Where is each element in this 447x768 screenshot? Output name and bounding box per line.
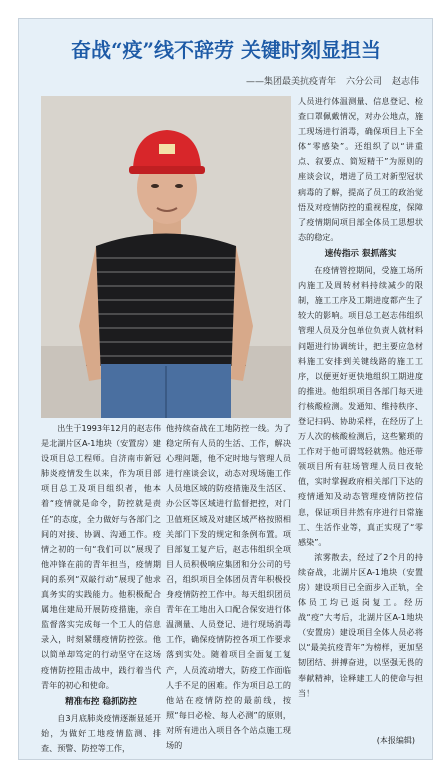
- paragraph: 在疫情管控期间，受施工场所内施工及周转材料持续减少的限制，施工工序及工期进度都产生了较大的影响。项目总工赵志伟组织管理人员及分包单位负责人就材料问题进行协调统计，把主要应急材料施工安排到关键线路的施工工序，以便更好更快地组织工期进度的推进。他组织项目各部门每天进行核酸检测。发通知、维持秩序、登记扫码、协助采样，在经历了上万人次的核酸检测后，这些繁琐的工作对于他可谓驾轻就熟。他还带领项目所有驻场管理人员日夜轮值，实时掌握政府相关部门下达的疫情通知及动态管理疫情防控信息，保证项目井然有序进行日常施工、生活作业等，真正实现了“零感染”。: [298, 265, 423, 547]
- paragraph: 人员进行体温测量、信息登记、检查口罩佩戴情况，对办公地点，施工现场进行消毒，确保项目上下全体“零感染”。还组织了以“讲重点、叙要点、简短精干”为原则的座谈会议，增进了员工对新型冠状病毒的了解，提高了员工的政治觉悟及对疫情防控的重视程度，保障了疫情期间项目部全体员工思想状态的稳定。: [298, 96, 423, 242]
- paragraph: 他持续奋战在工地防控一线。为了稳定所有人员的生活、工作，解决心理问题，他不定时地与管理人员进行座谈会议，动态对现场施工作人员地区域的防疫措施及生活区、办公区等区域进行监督把控，对门卫值班区域及对建区域严格按照相关部门下发的规定和条例布置。项目部复工复产后，赵志伟组织全项目人员积极响应集团和分公司的号召，组织项目全体团员青年积极投身疫情防控工作中。每天组织团员青年在工地出入口配合保安进行体温测量、人员登记、进行现场消毒工作，确保疫情防控各项工作要求落到实处。随着项目全面复工复产，人员流动增大，防疫工作面临人手不足的困难。作为项目总工的他站在疫情防控的最前线，按照“每日必检、每人必测”的原则，对所有进出入项目各个站点施工现场的: [166, 423, 291, 750]
- portrait-illustration: [41, 96, 291, 418]
- column-3: [298, 94, 423, 701]
- paragraph: 出生于1993年12月的赵志伟是北湖片区A-1地块（安置房）建设项目总工程师。自济南市新冠肺炎疫情发生以来，作为项目部项目总工及项目组织者，他本着“疫情就是命令，防控就是责任”的态度，全力做好与各部门之间的对接、协调、沟通工作。疫情之初的一句“我们可以”展现了他冲锋在前的青年担当，疫情期间的系列“双敲行动”展现了他求真务实的实践能力。他积极配合属地住建局开展防疫措施，亲自监督落实完成每一个工人的信息录入，时刻紧绷疫情防控弦。他以简单却笃定的行动坚守在这场疫情防控阻击战中，践行着当代青年的初心和使命。: [41, 423, 161, 690]
- paragraph: 自3月底肺炎疫情逐渐显延开始，为做好工地疫情监测、排查、预警、防控等工作，: [41, 712, 161, 753]
- byline-prefix: ——集团最美抗疫青年: [245, 77, 336, 87]
- byline: [236, 74, 419, 87]
- byline-company: 六分公司: [345, 77, 382, 87]
- section-heading: 速传指示 狠抓落实: [324, 248, 397, 259]
- byline-author: 赵志伟: [391, 77, 419, 87]
- column-2: [166, 421, 291, 753]
- portrait-photo: [41, 96, 291, 418]
- paragraph: 浓雾散去，经过了2个月的持续奋战，北湖片区A-1地块（安置房）建设项目已全面步入正轨，全体员工均已返岗复工。经历战“疫”大考后，北湖片区A-1地块（安置房）建设项目全体人员必将以“最美抗疫青年”为榜样，更加坚韧团结、拼搏奋进，以坚强无畏的奉献精神，诠释建工人的使命与担当！: [298, 551, 423, 698]
- editor-note: (本报编辑): [376, 736, 415, 745]
- section-heading: 精准布控 稳抓防控: [65, 696, 137, 707]
- column-1: [41, 421, 161, 756]
- article-title: 奋战“疫”线不辞劳 关键时刻显担当: [71, 38, 381, 62]
